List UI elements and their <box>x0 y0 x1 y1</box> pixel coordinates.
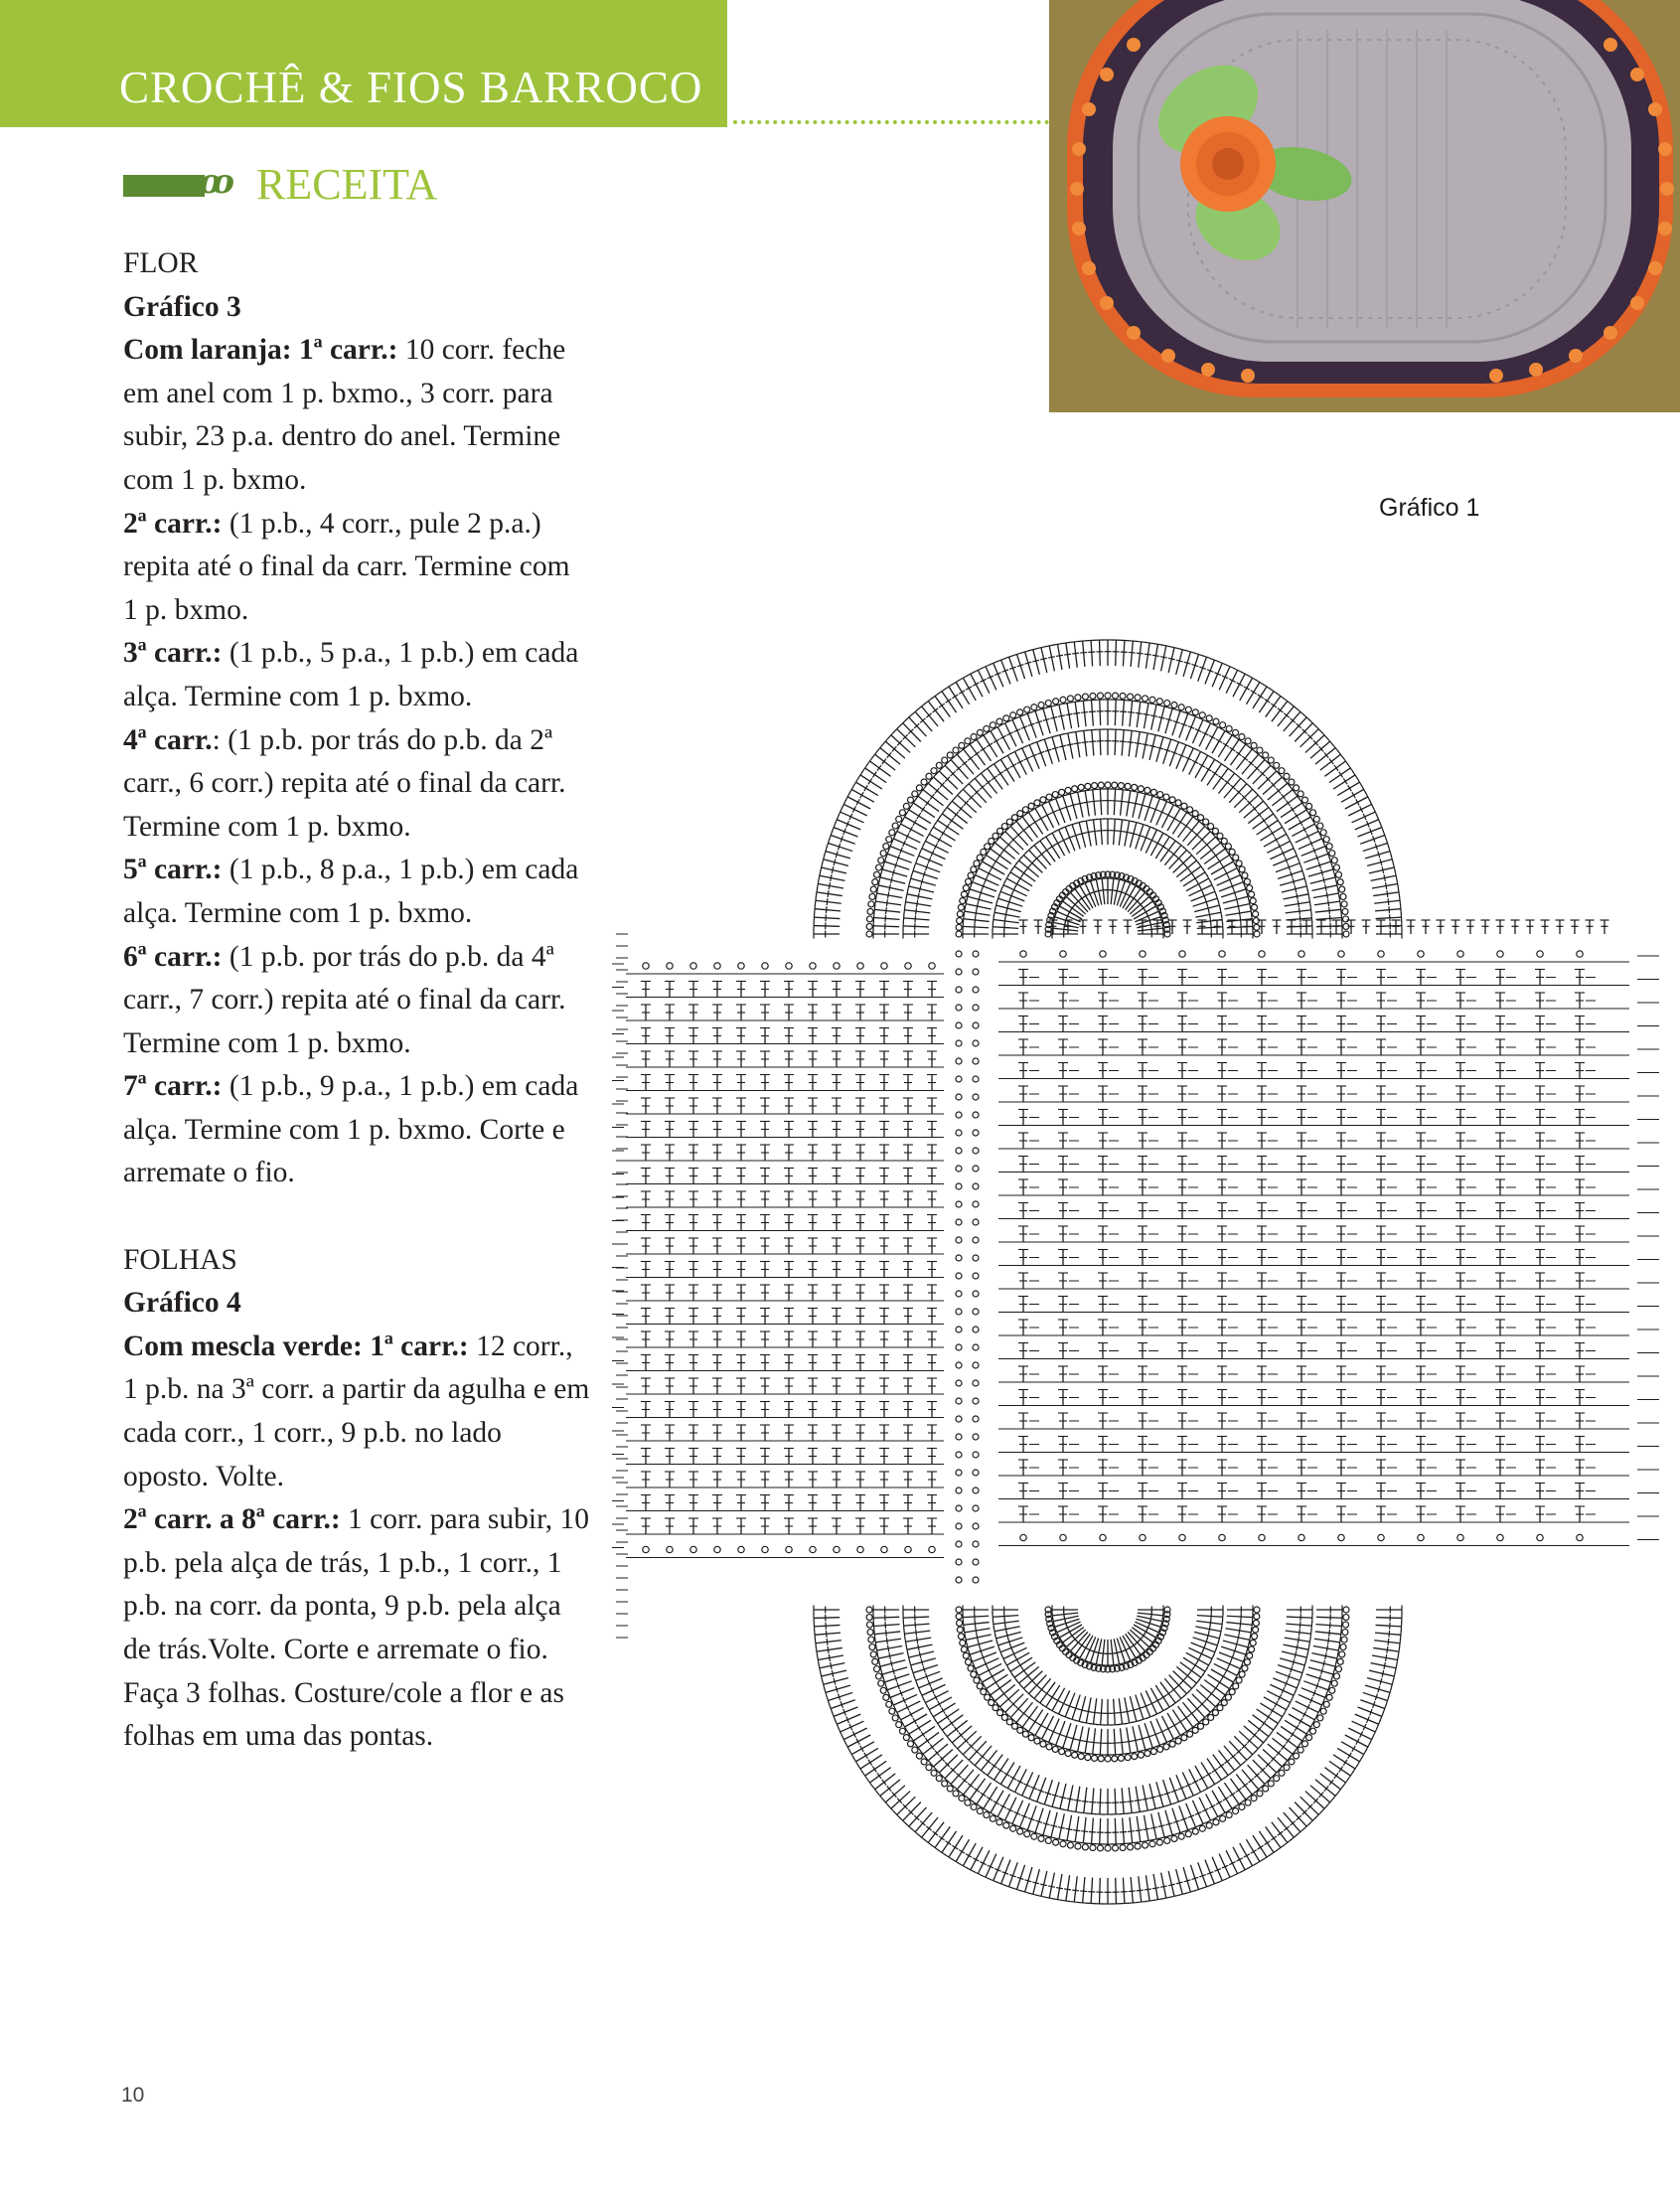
ornament-icon: ꝏ <box>199 162 235 202</box>
dotted-divider <box>733 120 1049 124</box>
flor-row: 4ª carr.: (1 p.b. por trás do p.b. da 2ª carr., 6 corr.) repita até o final da carr. Termine com 1 p. bxmo. <box>123 723 566 843</box>
flor-row: 7ª carr.: (1 p.b., 9 p.a., 1 p.b.) em cada alça. Termine com 1 p. bxmo. Corte e arremate o fio. <box>123 1070 579 1189</box>
recipe-text <box>123 242 590 1759</box>
folhas-chart-ref: Gráfico 4 <box>123 1287 241 1320</box>
folhas-row: Com mescla verde: 1ª carr.: 12 corr., 1 p.b. na 3ª corr. a partir da agulha e em cada corr., 1 corr., 9 p.b. no lado oposto. Volte. <box>123 1330 590 1492</box>
flor-row: Com laranja: 1ª carr.: 10 corr. feche em anel com 1 p. bxmo., 3 corr. para subir, 23 p.a. dentro do anel. Termine com 1 p. bxmo. <box>123 334 566 496</box>
folhas-row: 2ª carr. a 8ª carr.: 1 corr. para subir, 10 p.b. pela alça de trás, 1 p.b., 1 corr., 1 p.b. na corr. da ponta, 9 p.b. pela alça de trás.Volte. Corte e arremate o fio. Faça 3 folhas. Costure/cole a flor e as folhas em uma das pontas. <box>123 1503 589 1753</box>
spacer <box>123 1195 590 1239</box>
chart-label: Gráfico 1 <box>1379 494 1480 522</box>
flor-row: 2ª carr.: (1 p.b., 4 corr., pule 2 p.a.) repita até o final da carr. Termine com 1 p. bxmo. <box>123 507 570 626</box>
flor-row: 3ª carr.: (1 p.b., 5 p.a., 1 p.b.) em cada alça. Termine com 1 p. bxmo. <box>123 637 579 712</box>
section-marker-bar <box>123 175 205 197</box>
flor-heading: FLOR <box>123 247 199 279</box>
magazine-title: CROCHÊ & FIOS BARROCO <box>119 63 703 112</box>
section-heading: RECEITA <box>256 160 438 209</box>
page-number: 10 <box>121 2084 145 2107</box>
crochet-diagram-icon <box>606 467 1680 2087</box>
flor-chart-ref: Gráfico 3 <box>123 290 241 323</box>
folhas-heading: FOLHAS <box>123 1243 237 1276</box>
crochet-rug-photo <box>1049 0 1680 412</box>
flor-row: 6ª carr.: (1 p.b. por trás do p.b. da 4ª carr., 7 corr.) repita até o final da carr. Termine com 1 p. bxmo. <box>123 940 566 1059</box>
flor-row: 5ª carr.: (1 p.b., 8 p.a., 1 p.b.) em cada alça. Termine com 1 p. bxmo. <box>123 854 579 929</box>
